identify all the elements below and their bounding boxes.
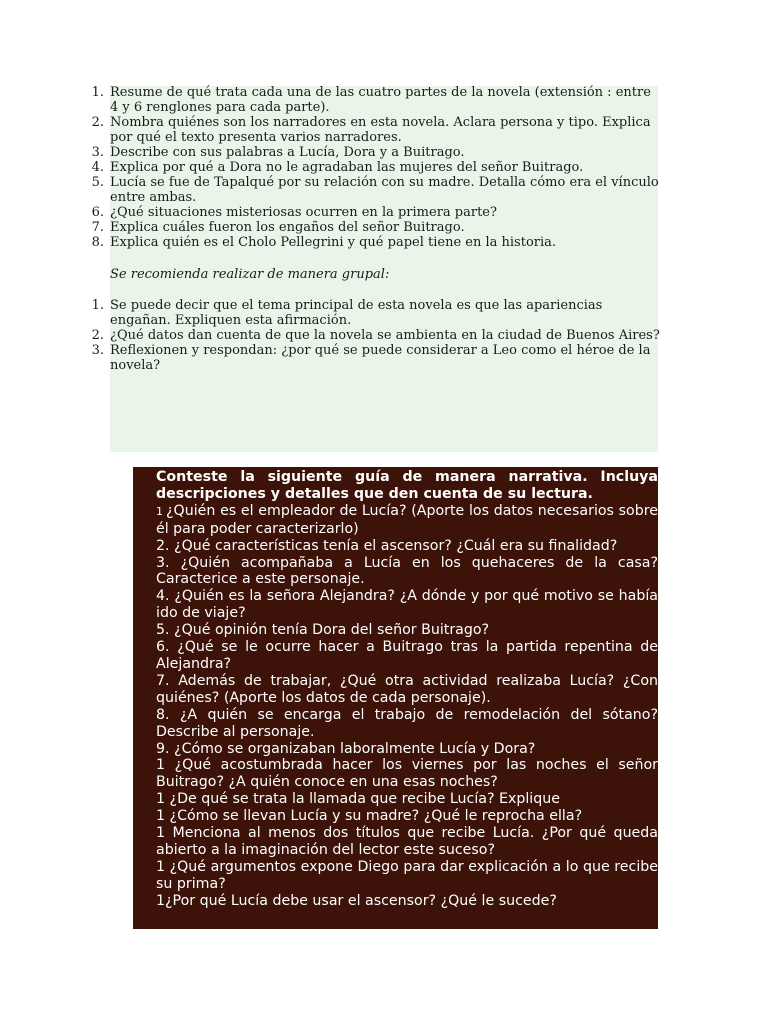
list-item [113, 893, 658, 910]
list-item [80, 205, 660, 220]
item-text: ¿Qué situaciones misteriosas ocurren en la primera parte? [110, 205, 497, 220]
list-item [80, 235, 660, 250]
item-number: 5. [91, 175, 104, 190]
item-number: 11. [113, 673, 131, 687]
item-number: 16. [113, 809, 131, 823]
list-item [113, 791, 658, 808]
item-text: Nombra quiénes son los narradores en esta novela. Aclara persona y tipo. Explica por qué el texto presenta varios narradores. [110, 115, 651, 145]
item-text: 4. ¿Quién es la señora Alejandra? ¿A dónde y por qué motivo se había ido de viaje? [156, 588, 658, 622]
item-text: ¿Quién es el empleador de Lucía? (Aporte los datos necesarios sobre él para poder caracterizarlo) [156, 502, 658, 537]
item-text: 1 ¿De qué se trata la llamada que recibe Lucía? Explique [156, 791, 560, 808]
list-item [113, 588, 658, 622]
item-text: 1¿Por qué Lucía debe usar el ascensor? ¿Qué le sucede? [156, 892, 557, 909]
list-item [80, 85, 660, 115]
item-number: 18. [113, 859, 131, 873]
list-item [113, 469, 658, 503]
list-item [113, 707, 658, 741]
list-item [113, 741, 658, 758]
list-item [80, 298, 660, 328]
list-item [113, 538, 658, 555]
item-number: 1. [91, 85, 104, 100]
item-number: 13. [113, 741, 131, 755]
item-number: 2. [91, 115, 104, 130]
item-number: 7. [113, 555, 124, 569]
list-item [80, 175, 660, 205]
group-note: Se recomienda realizar de manera grupal: [110, 267, 390, 282]
item-text: 1 ¿Qué argumentos expone Diego para dar explicación a lo que recibe su prima? [156, 858, 658, 892]
item-text: Conteste la siguiente guía de manera narrativa. Incluya descripciones y detalles que den cuenta de su lectura. [156, 469, 658, 502]
item-text: 7. Además de trabajar, ¿Qué otra actividad realizaba Lucía? ¿Con quiénes? (Aporte los datos de cada personaje). [156, 672, 658, 706]
list-item [80, 220, 660, 235]
item-text: Se puede decir que el tema principal de esta novela es que las apariencias engañan. Expliquen esta afirmación. [110, 298, 603, 328]
item-number: 15. [113, 792, 131, 806]
item-text: 5. ¿Qué opinión tenía Dora del señor Buitrago? [156, 622, 490, 639]
item-number: 7. [91, 220, 104, 235]
list-item [80, 115, 660, 145]
item-text: Describe con sus palabras a Lucía, Dora y a Buitrago. [110, 145, 465, 160]
item-text: 8. ¿A quién se encarga el trabajo de remodelación del sótano? Describe al personaje. [156, 706, 658, 740]
item-number: 10. [113, 640, 131, 654]
item-number: 6. [91, 205, 104, 220]
item-number: 5. [113, 503, 124, 517]
item-text: 9. ¿Cómo se organizaban laboralmente Lucía y Dora? [156, 740, 536, 757]
item-text: Explica por qué a Dora no le agradaban las mujeres del señor Buitrago. [110, 160, 584, 175]
list-item [113, 639, 658, 673]
list-item [113, 825, 658, 859]
item-number: 1. [91, 298, 104, 313]
item-number: 4. [91, 160, 104, 175]
item-number: 6. [113, 538, 124, 552]
list-item [113, 859, 658, 893]
list-item [80, 145, 660, 160]
list-item [113, 808, 658, 825]
item-text: Lucía se fue de Tapalqué por su relación con su madre. Detalla cómo era el vínculo entre ambas. [110, 175, 659, 205]
item-text: 1 Menciona al menos dos títulos que recibe Lucía. ¿Por qué queda abierto a la imaginación del lector este suceso? [156, 825, 658, 858]
item-text: Resume de qué trata cada una de las cuatro partes de la novela (extensión : entre 4 y 6 renglones para cada parte). [110, 85, 651, 115]
group-question-list [80, 298, 660, 373]
list-item [113, 555, 658, 589]
item-text: 1 ¿Qué acostumbrada hacer los viernes por las noches el señor Buitrago? ¿A quién conoce en una esas noches? [156, 757, 658, 791]
item-number: 3. [91, 343, 104, 358]
item-text: 2. ¿Qué características tenía el ascensor? ¿Cuál era su finalidad? [156, 537, 618, 554]
item-number: 19. [113, 893, 131, 907]
item-text: 3. ¿Quién acompañaba a Lucía en los quehaceres de la casa? Caracterice a este personaje. [156, 554, 658, 588]
item-number: 3. [91, 145, 104, 160]
question-list [80, 85, 660, 250]
item-text: 6. ¿Qué se le ocurre hacer a Buitrago tras la partida repentina de Alejandra? [156, 639, 658, 672]
item-text: Explica cuáles fueron los engaños del señor Buitrago. [110, 220, 465, 235]
item-number: 2. [91, 328, 104, 343]
item-number: 8. [113, 589, 124, 603]
list-item [113, 757, 658, 791]
list-item [80, 343, 660, 373]
list-item [80, 160, 660, 175]
item-text: ¿Qué datos dan cuenta de que la novela se ambienta en la ciudad de Buenos Aires? [110, 328, 660, 343]
item-number: 14. [113, 758, 131, 772]
list-item [113, 503, 658, 538]
item-text: Explica quién es el Cholo Pellegrini y qué papel tiene en la historia. [110, 235, 557, 250]
item-prefix: 1 [156, 504, 163, 518]
guide-question-list [113, 469, 658, 910]
list-item [80, 328, 660, 343]
item-number: 9. [113, 623, 124, 637]
item-number: 4. [113, 470, 125, 483]
item-text: 1 ¿Cómo se llevan Lucía y su madre? ¿Qué le reprocha ella? [156, 808, 583, 825]
item-number: 17. [113, 826, 131, 840]
item-text: Reflexionen y respondan: ¿por qué se puede considerar a Leo como el héroe de la novela? [110, 343, 651, 373]
item-number: 12. [113, 707, 131, 721]
item-number: 8. [91, 235, 104, 250]
list-item [113, 622, 658, 639]
list-item [113, 673, 658, 707]
